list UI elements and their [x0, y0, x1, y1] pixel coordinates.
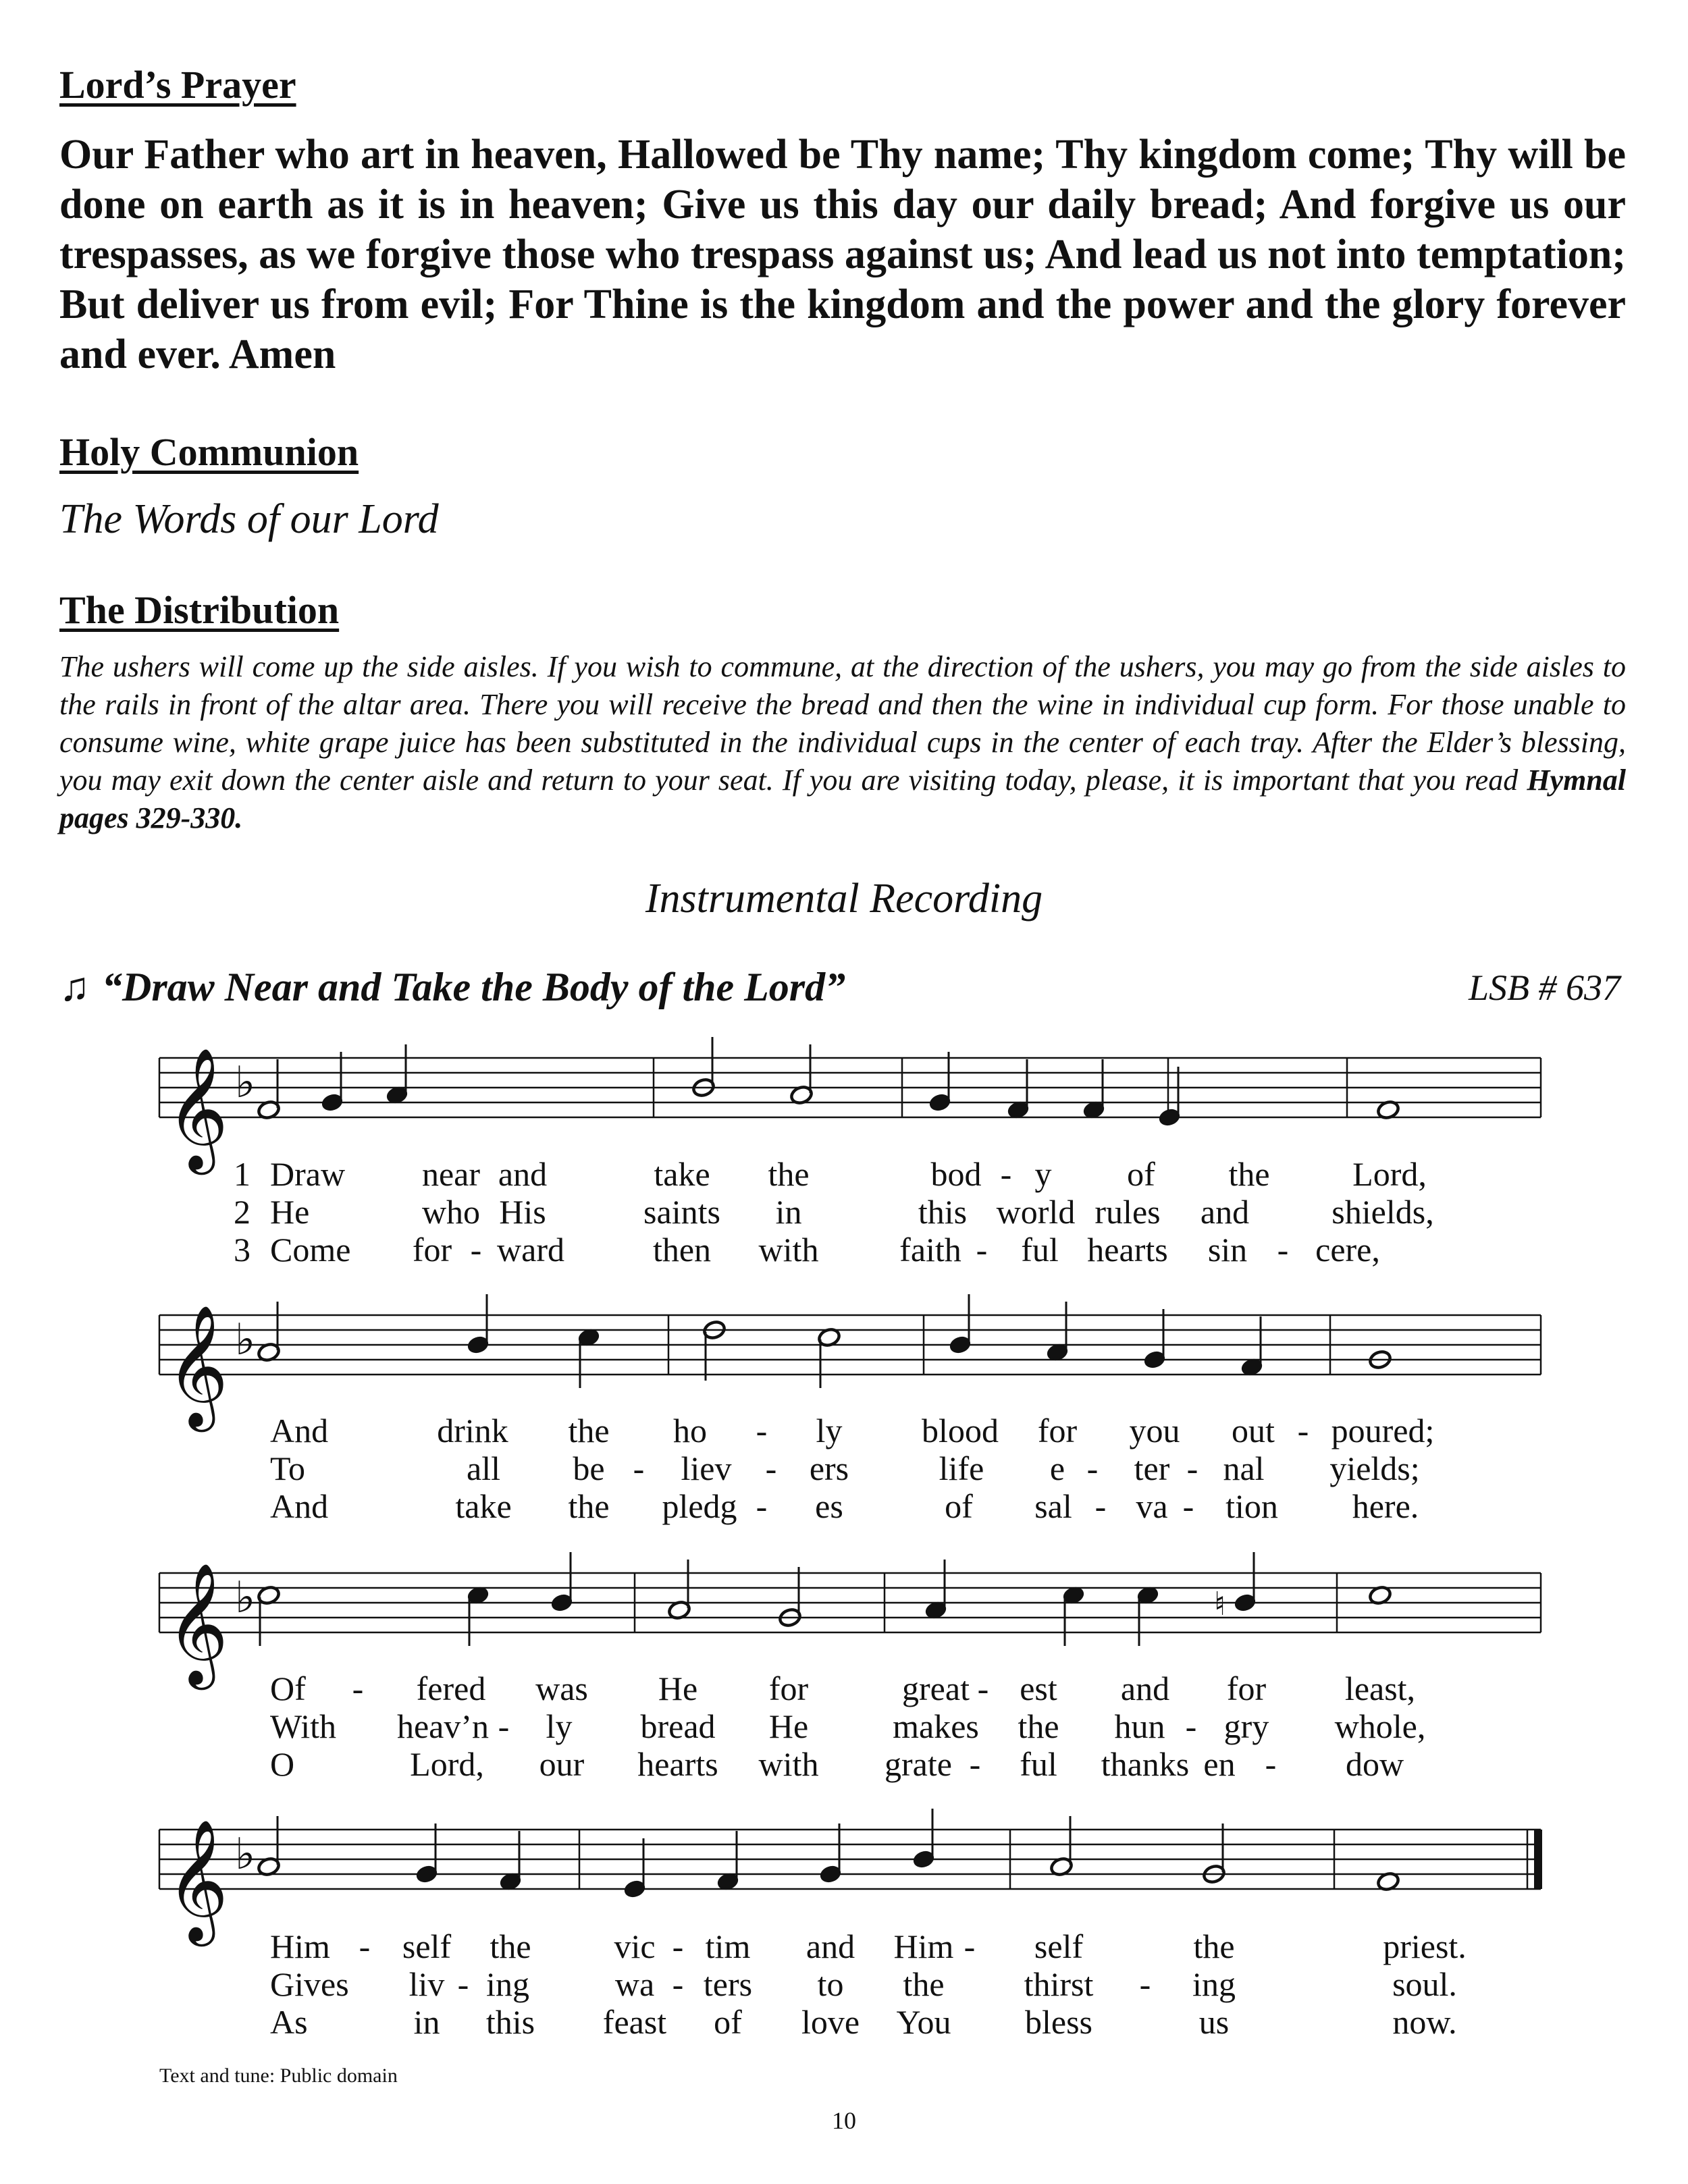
lyric-syllable: va	[1136, 1487, 1168, 1525]
lyric-syllable: ing	[1192, 1965, 1236, 2003]
flat-key-signature-icon: ♭	[235, 1058, 256, 1108]
lyric-syllable: our	[539, 1745, 585, 1783]
instructions-text: The ushers will come up the side aisles. If you wish to commune, at the direction of the ushers, you may go from the side aisles to the rails in front of the altar area. There you will receive the bread and then the wine in individual cup form. For those unable to consume wine, white grape juice has been substituted in the individual cups in the center of each tray. After the Elder’s blessing, you may exit down the center aisle and return to your seat. If you are visiting today, please, it is important that you read	[59, 650, 1626, 797]
lyric-syllable: O	[270, 1745, 295, 1783]
hymnal-pages-reference: Hymnal pages 329-330.	[59, 764, 1626, 834]
treble-clef-icon: 𝄞	[166, 1818, 229, 1941]
lyric-syllable: ing	[486, 1965, 529, 2003]
page-number: 10	[832, 2107, 856, 2134]
lyric-syllable: liev	[681, 1449, 732, 1487]
lyric-syllable: faith	[899, 1231, 961, 1269]
lyric-syllable: take	[654, 1155, 710, 1193]
lyric-syllable: gry	[1223, 1707, 1269, 1745]
flat-key-signature-icon: ♭	[235, 1573, 256, 1623]
lyric-syllable: est	[1020, 1670, 1057, 1707]
lyric-syllable: You	[896, 2003, 951, 2041]
lyric-syllable: with	[758, 1231, 819, 1269]
lyric-syllable: bless	[1025, 2003, 1092, 2041]
lyric-syllable: Draw	[270, 1155, 346, 1193]
lyric-syllable: self	[402, 1927, 452, 1965]
lyric-syllable: of	[945, 1487, 973, 1525]
distribution-heading: The Distribution	[59, 588, 340, 632]
lyric-syllable: priest.	[1383, 1927, 1467, 1965]
lyric-syllable: for	[1226, 1670, 1267, 1707]
lyric-syllable: wa	[614, 1965, 655, 2003]
lyric-syllable: tion	[1225, 1487, 1278, 1525]
lyric-syllable: As	[270, 2003, 308, 2041]
lyric-syllable: all	[467, 1449, 500, 1487]
lyric-syllable: the	[1193, 1927, 1235, 1965]
instrumental-recording-label: Instrumental Recording	[645, 876, 1043, 922]
lyric-syllable: then	[652, 1231, 712, 1269]
lyric-syllable: the	[1228, 1155, 1270, 1193]
lyric-syllable: soul.	[1392, 1965, 1457, 2003]
final-barline-thick	[1534, 1830, 1542, 1889]
lyric-syllable: ers	[809, 1449, 849, 1487]
lyric-syllable: His	[499, 1193, 546, 1231]
lyric-syllable: great	[902, 1670, 970, 1707]
lyric-syllable: and	[498, 1155, 548, 1193]
lyric-syllable: was	[535, 1670, 588, 1707]
lyric-syllable: heav’n	[396, 1707, 490, 1745]
treble-clef-icon: 𝄞	[166, 1304, 229, 1427]
lyric-syllable: grate	[885, 1745, 952, 1783]
words-of-our-lord: The Words of our Lord	[59, 496, 439, 542]
lyric-syllable: e	[1049, 1449, 1065, 1487]
lyric-syllable: hun	[1114, 1707, 1165, 1745]
lyric-hyphen: -	[976, 1231, 988, 1269]
lyric-syllable: and	[1120, 1670, 1170, 1707]
lyric-syllable: near	[421, 1155, 481, 1193]
lyric-syllable: hearts	[1087, 1231, 1168, 1269]
lyric-syllable: makes	[893, 1707, 979, 1745]
lyric-syllable: thanks	[1101, 1745, 1190, 1783]
lyric-syllable: ward	[497, 1231, 564, 1269]
lyric-syllable: ful	[1021, 1231, 1059, 1269]
lyric-syllable: in	[775, 1193, 802, 1231]
lyric-syllable: ter	[1134, 1449, 1170, 1487]
lyric-syllable: liv	[408, 1965, 445, 2003]
lyric-syllable: Lord,	[1352, 1155, 1427, 1193]
lyric-syllable: and	[806, 1927, 855, 1965]
lyric-syllable: dow	[1345, 1745, 1404, 1783]
lyric-syllable: the	[1018, 1707, 1059, 1745]
holy-communion-heading: Holy Communion	[59, 430, 359, 474]
lyric-syllable: poured;	[1331, 1412, 1435, 1449]
lyric-syllable: with	[758, 1745, 819, 1783]
lyric-syllable: nal	[1223, 1449, 1265, 1487]
lyric-syllable: rules	[1094, 1193, 1161, 1231]
lyric-hyphen: -	[765, 1449, 777, 1487]
lyric-hyphen: -	[756, 1412, 768, 1449]
lyric-syllable: yields;	[1329, 1449, 1420, 1487]
lyric-syllable: Of	[270, 1670, 306, 1707]
lyric-syllable: pledg	[662, 1487, 737, 1525]
lyric-hyphen: -	[977, 1670, 989, 1707]
music-note-icon: ♫	[59, 965, 90, 1009]
lyric-syllable: He	[270, 1193, 310, 1231]
lyric-syllable: ho	[673, 1412, 707, 1449]
lyric-syllable: drink	[437, 1412, 508, 1449]
lyric-syllable: who	[421, 1193, 481, 1231]
lyric-hyphen: -	[457, 1965, 469, 2003]
lyric-hyphen: -	[1297, 1412, 1309, 1449]
lyric-syllable: vic	[614, 1927, 656, 1965]
lyric-syllable: He	[768, 1707, 809, 1745]
lyric-syllable: Him	[893, 1927, 954, 1965]
lyric-syllable: sal	[1034, 1487, 1072, 1525]
lyric-syllable: for	[412, 1231, 452, 1269]
lyric-syllable: Him	[270, 1927, 330, 1965]
lyric-syllable: whole,	[1334, 1707, 1426, 1745]
lyric-syllable: With	[270, 1707, 336, 1745]
lyric-syllable: you	[1129, 1412, 1180, 1449]
lyric-syllable: saints	[643, 1193, 720, 1231]
lyric-syllable: out	[1232, 1412, 1275, 1449]
lyric-hyphen: -	[1094, 1487, 1107, 1525]
verse-number: 2	[234, 1193, 250, 1231]
lyric-syllable: in	[413, 2003, 440, 2041]
lyric-syllable: for	[768, 1670, 809, 1707]
lyric-syllable: bod	[930, 1155, 982, 1193]
lyric-syllable: He	[658, 1670, 698, 1707]
verse-number: 1	[234, 1155, 250, 1193]
lyric-syllable: cere,	[1315, 1231, 1380, 1269]
lyric-syllable: here.	[1352, 1487, 1419, 1525]
lyric-syllable: the	[903, 1965, 945, 2003]
lyric-syllable: life	[939, 1449, 984, 1487]
lyric-syllable: shields,	[1331, 1193, 1434, 1231]
hymn-title-text: “Draw Near and Take the Body of the Lord”	[102, 965, 846, 1009]
lyric-syllable: fered	[416, 1670, 486, 1707]
lyric-syllable: ly	[546, 1707, 573, 1745]
lyric-syllable: Come	[270, 1231, 351, 1269]
lyric-syllable: ful	[1020, 1745, 1057, 1783]
lyric-syllable: y	[1034, 1155, 1052, 1193]
lords-prayer-text: Our Father who art in heaven, Hallowed be Thy name; Thy kingdom come; Thy will be done on earth as it is in heaven; Give us this day our daily bread; And forgive us our trespasses, as we forgive those who trespass against us; And lead us not into temptation; But deliver us from evil; For Thine is the kingdom and the power and the glory forever and ever. Amen	[59, 132, 1626, 377]
lyric-syllable: es	[815, 1487, 843, 1525]
lyric-syllable: feast	[602, 2003, 667, 2041]
natural-sign-icon: ♮	[1214, 1585, 1226, 1623]
lyric-syllable: self	[1034, 1927, 1084, 1965]
lyric-hyphen: -	[964, 1927, 976, 1965]
lyric-syllable: and	[1200, 1193, 1250, 1231]
lyric-syllable: hearts	[637, 1745, 718, 1783]
lyric-syllable: blood	[922, 1412, 999, 1449]
hymn-number: LSB # 637	[1468, 967, 1620, 1008]
lyric-syllable: And	[270, 1412, 329, 1449]
lyric-syllable: ters	[703, 1965, 753, 2003]
flat-key-signature-icon: ♭	[235, 1315, 256, 1365]
lyric-syllable: Lord,	[410, 1745, 484, 1783]
flat-key-signature-icon: ♭	[235, 1830, 256, 1880]
lyric-hyphen: -	[470, 1231, 482, 1269]
lyric-syllable: least,	[1344, 1670, 1416, 1707]
lyric-syllable: for	[1037, 1412, 1078, 1449]
lyric-hyphen: -	[1185, 1707, 1197, 1745]
lyric-hyphen: -	[352, 1670, 364, 1707]
lyric-syllable: the	[568, 1412, 610, 1449]
lyric-hyphen: -	[1139, 1965, 1151, 2003]
hymn-credit: Text and tune: Public domain	[159, 2065, 398, 2087]
lyric-syllable: world	[996, 1193, 1076, 1231]
lyric-syllable: And	[270, 1487, 329, 1525]
lyric-syllable: of	[1127, 1155, 1155, 1193]
lyric-hyphen: -	[672, 1965, 684, 2003]
lyric-syllable: Gives	[270, 1965, 349, 2003]
lyric-syllable: tim	[705, 1927, 751, 1965]
lyric-hyphen: -	[756, 1487, 768, 1525]
lyric-hyphen: -	[359, 1927, 371, 1965]
lyric-syllable: the	[768, 1155, 810, 1193]
lyric-hyphen: -	[1265, 1745, 1277, 1783]
lyric-hyphen: -	[633, 1449, 645, 1487]
lyric-syllable: bread	[640, 1707, 716, 1745]
lyric-syllable: the	[490, 1927, 531, 1965]
lyric-hyphen: -	[1000, 1155, 1012, 1193]
verse-number: 3	[234, 1231, 250, 1269]
lyric-syllable: take	[455, 1487, 512, 1525]
lyric-syllable: To	[270, 1449, 306, 1487]
lyric-syllable: this	[918, 1193, 968, 1231]
lyric-hyphen: -	[1186, 1449, 1198, 1487]
lyric-hyphen: -	[1086, 1449, 1099, 1487]
lyric-syllable: love	[801, 2003, 860, 2041]
lyric-syllable: us	[1198, 2003, 1230, 2041]
lyric-syllable: ly	[816, 1412, 843, 1449]
lyric-syllable: this	[485, 2003, 535, 2041]
lyric-hyphen: -	[1182, 1487, 1194, 1525]
lyric-syllable: of	[714, 2003, 742, 2041]
lyric-syllable: thirst	[1024, 1965, 1094, 2003]
lyric-hyphen: -	[969, 1745, 981, 1783]
lords-prayer-heading: Lord’s Prayer	[59, 63, 296, 107]
lyric-syllable: to	[817, 1965, 844, 2003]
lyric-syllable: sin	[1207, 1231, 1248, 1269]
lyric-syllable: the	[568, 1487, 610, 1525]
lyric-hyphen: -	[1277, 1231, 1289, 1269]
lyric-syllable: en	[1203, 1745, 1236, 1783]
lyric-hyphen: -	[498, 1707, 510, 1745]
lyric-hyphen: -	[672, 1927, 684, 1965]
treble-clef-icon: 𝄞	[166, 1562, 229, 1684]
lyric-syllable: be	[573, 1449, 605, 1487]
treble-clef-icon: 𝄞	[166, 1046, 229, 1169]
lyric-syllable: now.	[1392, 2003, 1457, 2041]
